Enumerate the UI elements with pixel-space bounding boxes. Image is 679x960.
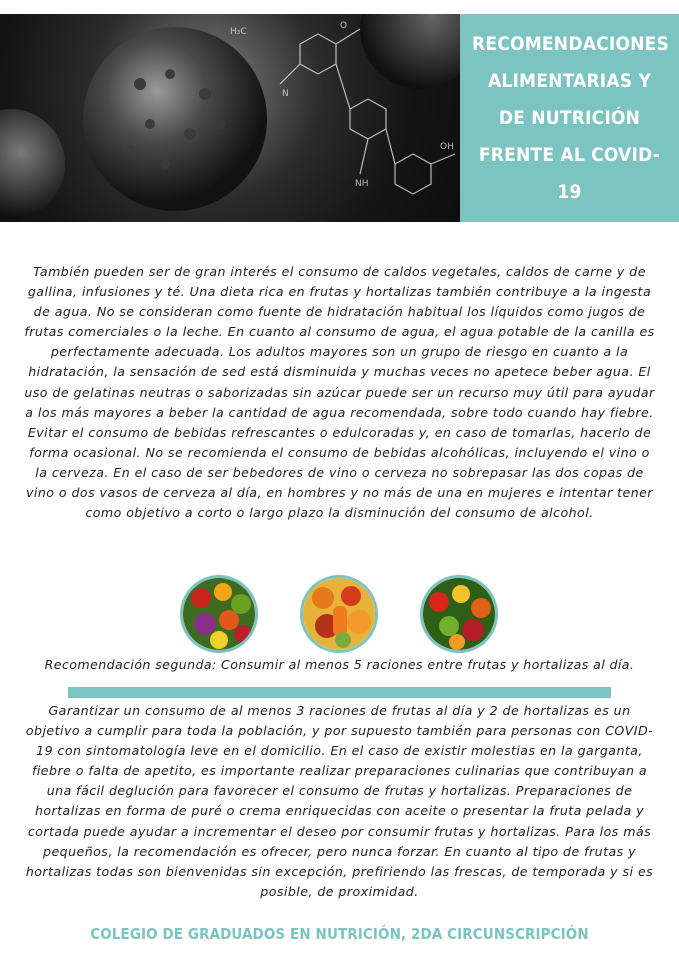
title-panel: [460, 14, 679, 222]
fruits-vegetables-photo-3: [420, 575, 498, 653]
svg-text:N: N: [282, 89, 289, 99]
svg-text:O: O: [340, 21, 348, 31]
svg-text:NH: NH: [355, 179, 369, 189]
fruits-vegetables-photo-1: [180, 575, 258, 653]
accent-divider: [68, 687, 611, 698]
coronavirus-hero-image: [0, 14, 460, 222]
recommendation-heading: Recomendación segunda: Consumir al menos 5 raciones entre frutas y hortalizas al día.: [44, 657, 635, 672]
svg-text:OH: OH: [440, 142, 454, 152]
fruits-vegetables-paragraph: Garantizar un consumo de al menos 3 raciones de frutas al día y 2 de hortalizas es un objetivo a cumplir para toda la población, y por supuesto también para personas con COVID-19 con sintomatología leve en el domicilio. En el caso de existir molestias en la garganta, fiebre o falta de apetito, es importante realizar preparaciones culinarias que contribuyan a una fácil deglución para favorecer el consumo de frutas y hortalizas. Preparaciones de hortalizas en forma de puré o crema enriquecidas con aceite o presentar la fruta pelada y cortada puede ayudar a incrementar el deseo por consumir frutas y hortalizas. Para los más pequeños, la recomendación es ofrecer, pero nunca forzar. En cuanto al tipo de frutas y hortalizas todas son bienvenidas sin excepción, prefiriendo las frescas, de temporada y si es posible, de proximidad.: [25, 703, 654, 899]
svg-text:H₃C: H₃C: [230, 27, 247, 37]
hydration-paragraph: También pueden ser de gran interés el consumo de caldos vegetales, caldos de carne y de gallina, infusiones y té. Una dieta rica en frutas y hortalizas también contribuye a la ingesta de agua. No se consideran como fuente de hidratación habitual los líquidos como jugos de frutas comerciales o la leche. En cuanto al consumo de agua, el agua potable de la canilla es perfectamente adecuada. Los adultos mayores son un grupo de riesgo en cuanto a la hidratación, la sensación de sed está disminuida y muchas veces no apetece beber agua. El uso de gelatinas neutras o saborizadas sin azúcar puede ser un recurso muy útil para ayudar a los más mayores a beber la cantidad de agua recomendada, sobre todo cuando hay fiebre. Evitar el consumo de bebidas refrescantes o edulcoradas y, en caso de tomarlas, hacerlo de forma ocasional. No se recomienda el consumo de bebidas alcohólicas, incluyendo el vino o la cerveza. En el caso de ser bebedores de vino o cerveza no sobrepasar las dos copas de vino o dos vasos de cerveza al día, en hombres y no más de una en mujeres e intentar tener como objetivo a corto o largo plazo la disminución del consumo de alcohol.: [24, 264, 655, 521]
page-title: RECOMENDACIONES ALIMENTARIAS Y DE NUTRICIÓN FRENTE AL COVID-19: [472, 32, 670, 203]
vegetables-photo-2: [300, 575, 378, 653]
footer-organization: COLEGIO DE GRADUADOS EN NUTRICIÓN, 2DA CIRCUNSCRIPCIÓN: [90, 925, 589, 943]
